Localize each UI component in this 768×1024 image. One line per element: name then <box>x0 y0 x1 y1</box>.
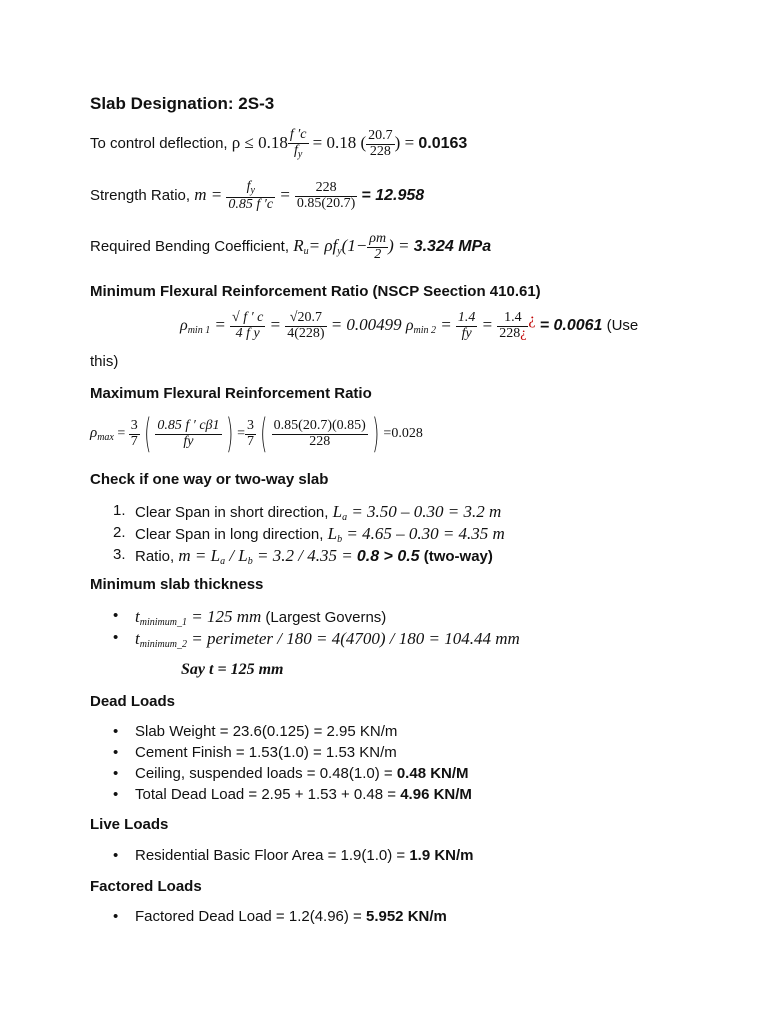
thickness-item-1: • $t_{minimum\_1} = 125$ mm (Largest Governs) <box>113 607 387 628</box>
strength-label: Strength Ratio, <box>90 187 191 205</box>
dead-heading: Dead Loads <box>90 693 176 710</box>
minflex-use-this: this) <box>90 353 119 370</box>
thickness-item-2: • $t_{minimum\_2}$ = perimeter / 180 = 4(4700) / 180 = 104.44 mm <box>113 629 520 650</box>
strength-fraction-1: $\frac{f_y}{0.85 f 'c}$ <box>228 179 274 212</box>
strength-m: m = <box>194 185 223 205</box>
check-heading: Check if one way or two-way slab <box>90 471 329 488</box>
minflex-val2: = 0.0061 <box>539 317 603 335</box>
deflection-rho: ρ ≤ 0.18 <box>231 133 288 153</box>
dead-item-ceiling: • Ceiling, suspended loads = 0.48(1.0) = 0.48 KN/M <box>113 765 469 782</box>
factored-item-dead: • Factored Dead Load = 1.2(4.96) = 5.952 KN/m <box>113 908 447 925</box>
dead-item-cement: • Cement Finish = 1.53(1.0) = 1.53 KN/m <box>113 744 397 761</box>
dead-item-total: • Total Dead Load = 2.95 + 1.53 + 0.48 = 4.96 KN/M <box>113 786 472 803</box>
strength-result: = 12.958 <box>361 187 425 205</box>
dead-item-slab: • Slab Weight = 23.6(0.125) = 2.95 KN/m <box>113 723 398 740</box>
factored-heading: Factored Loads <box>90 878 202 895</box>
strength-line <box>90 180 424 212</box>
deflection-label: To control deflection, <box>90 135 228 153</box>
minflex-formula: $\rho_{min 1}$ = $\frac{√ f ' c}{\text{4 f y}}$ = $\frac{√20.7}{4(228)}$ = 0.00499 $\rho_{min 2}$ = $\frac{1.4}{fy}$ = $\frac{1.4}{228¿}$ ¿ = 0.0061 (Use <box>180 310 639 341</box>
bending-label: Required Bending Coefficient, <box>90 238 290 256</box>
bullet: • <box>113 629 119 646</box>
bending-fraction: $\frac{\rho m}{2}$ <box>369 231 387 262</box>
check-item-3: 3. Ratio, $m = L_a / L_b = 3.2 / 4.35 = 0.8 > 0.5$ (two-way) <box>113 546 493 567</box>
deflection-close: ) = <box>394 133 415 153</box>
thickness-heading: Minimum slab thickness <box>90 576 264 593</box>
deflection-eq: = 0.18 ( <box>312 133 367 153</box>
maxflex-formula: $\rho_{max}$ = $\frac{3}{7}$ ( $\frac{0.85 f ' c\beta 1}{fy}$ ) = $\frac{3}{7}$ ( $\frac{0.85(20.7)(0.85)}{228}$ ) =0.028 <box>90 411 423 457</box>
live-heading: Live Loads <box>90 816 169 833</box>
bending-eq: = $\rho f_y(1-$ <box>308 236 368 258</box>
bending-close: ) = <box>388 236 410 256</box>
check-item-1: 1. Clear Span in short direction, $L_a = 3.50 - 0.30 = 3.2$ m <box>113 502 502 523</box>
strength-eq: = <box>279 185 291 205</box>
maxflex-result: =0.028 <box>383 426 423 442</box>
minflex-val1: = 0.00499 <box>330 315 402 335</box>
page-title: Slab Designation: 2S-3 <box>90 94 275 113</box>
bending-result: 3.324 MPa <box>413 238 492 256</box>
deflection-fraction: $\frac{f 'c}{f_y}$ <box>289 127 307 160</box>
check-item-2: 2. Clear Span in long direction, $L_b = 4.65 - 0.30 = 4.35$ m <box>113 524 505 545</box>
bending-r: $R_u$ <box>293 236 309 258</box>
deflection-result: 0.0163 <box>418 135 468 153</box>
deflection-fraction-2: $\frac{20.7}{228}$ <box>368 127 393 159</box>
bullet: • <box>113 607 119 624</box>
deflection-line <box>90 128 467 160</box>
strength-fraction-2: $\frac{228}{0.85(20.7)}$ <box>296 179 356 211</box>
minflex-heading: Minimum Flexural Reinforcement Ratio (NSCP Seection 410.61) <box>90 283 541 300</box>
thickness-say: Say t = 125 mm <box>181 661 284 678</box>
live-item-residential: • Residential Basic Floor Area = 1.9(1.0) = 1.9 KN/m <box>113 847 474 864</box>
maxflex-heading: Maximum Flexural Reinforcement Ratio <box>90 385 372 402</box>
bending-line <box>90 232 491 262</box>
